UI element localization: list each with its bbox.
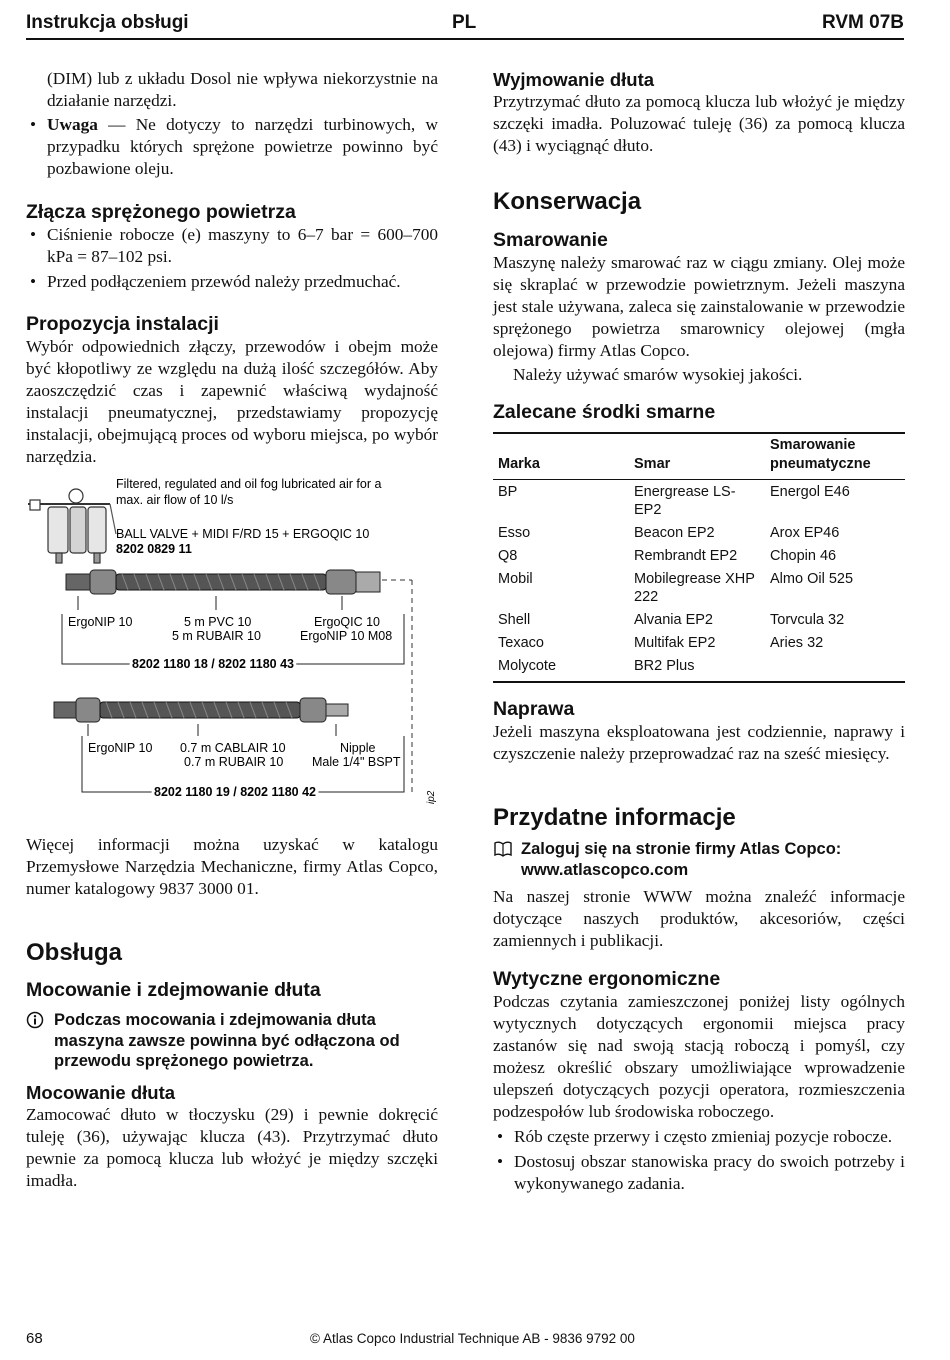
naprawa-heading: Naprawa: [493, 698, 575, 720]
table-cell: [765, 654, 905, 682]
konserwacja-heading: Konserwacja: [493, 188, 642, 215]
table-cell: Chopin 46: [770, 548, 837, 564]
wytyczne-heading: Wytyczne ergonomiczne: [493, 968, 721, 990]
table-cell: Beacon EP2: [634, 525, 715, 541]
przydatne-heading: Przydatne informacje: [493, 804, 736, 831]
wyjmowanie-text: Przytrzymać dłuto za pomocą klucza lub włożyć je między szczęki imadła. Poluzować tuleję (36) za pomocą klucza (43) i wyciągnąć dłuto.: [493, 92, 905, 155]
table-cell: Molycote: [498, 658, 557, 674]
hose1-mid-label2: 5 m RUBAIR 10: [172, 629, 261, 643]
hose2-mid-label1: 0.7 m CABLAIR 10: [180, 741, 286, 755]
mocowanie-note-text: Podczas mocowania i zdejmowania dłuta maszyna zawsze powinna być odłączona od przewodu sprężonego powietrza.: [54, 1011, 400, 1070]
hose2-right-label2: Male 1/4" BSPT: [312, 755, 401, 769]
przydatne-note: [493, 839, 905, 880]
ball-valve-partno: 8202 0829 11: [116, 542, 192, 556]
mocowanie-dluta-text: Zamocować dłuto w tłoczysku (29) i pewnie dokręcić tuleję (36), używając klucza (43). Przytrzymać dłuto pewnie za pomocą klucza lub włożyć je między szczęki imadła.: [26, 1104, 438, 1190]
obsluga-heading: Obsługa: [26, 939, 123, 966]
wytyczne-text: Podczas czytania zamieszczonej poniżej listy ogólnych wytycznych dotyczących ergonomii miejsca pracy zastanów się nad swoją stacją roboczą i pomyśl, czy możesz określić obszary umożliwiające wprowadzenie ulepszeń dotyczących pozycji operatora, rozmieszczenia podzespołów lub środowiska roboczego.: [493, 992, 905, 1121]
header-title: Instrukcja obsługi: [26, 12, 189, 33]
hose2-right-label1: Nipple: [340, 741, 376, 755]
table-cell: Torvcula 32: [770, 612, 845, 628]
hose1-left-label: ErgoNIP 10: [68, 615, 133, 629]
column-header: Marka: [498, 456, 540, 472]
mocowanie-heading: Mocowanie i zdejmowanie dłuta: [26, 979, 321, 1001]
mocowanie-note: [26, 1010, 438, 1072]
table-row: [493, 544, 905, 567]
page-header: [26, 12, 904, 40]
installation-diagram: [26, 474, 438, 814]
zlacza-heading: Złącza sprężonego powietrza: [26, 201, 296, 223]
table-row: [493, 521, 905, 544]
right-column: [493, 68, 905, 1195]
intro-continuation: (DIM) lub z układu Dosol nie wpływa niekorzystnie na działanie narzędzi.: [47, 69, 438, 110]
wytyczne-list: [493, 1126, 905, 1195]
table-cell: Arox EP46: [770, 525, 840, 541]
uwaga-list: [26, 114, 438, 180]
table-row: [493, 608, 905, 631]
table-cell: Shell: [498, 612, 531, 628]
more-info-text: Więcej informacji można uzyskać w katalogu Przemysłowe Narzędzia Mechaniczne, firmy Atlas Copco, numer katalogowy 9837 3000 01.: [26, 835, 438, 898]
hose1-mid-label1: 5 m PVC 10: [184, 615, 252, 629]
table-cell: Multifak EP2: [634, 635, 716, 651]
table-cell: Alvania EP2: [634, 612, 713, 628]
list-item: • Rób częste przerwy i często zmieniaj pozycje robocze.: [493, 1126, 905, 1148]
table-cell: Q8: [498, 548, 518, 564]
smarowanie-text: Maszynę należy smarować raz w ciągu zmiany. Olej może się skraplać w przewodzie powietrznym. Jeżeli maszyna jest stale używana, zaleca się zainstalowanie w przewodzie sprężonego powietrza smarownicy olejowej (mgła olejowa) firmy Atlas Copco.: [493, 253, 905, 360]
propozycja-heading: Propozycja instalacji: [26, 313, 219, 335]
zalecane-heading: Zalecane środki smarne: [493, 401, 716, 423]
table-cell: Mobil: [498, 571, 533, 587]
przydatne-text: Na naszej stronie WWW można znaleźć informacje dotyczące naszych produktów, akcesoriów, części zamiennych i publikacji.: [493, 887, 905, 950]
uwaga-item: [26, 114, 438, 180]
table-cell: Mobilegrease XHP 222: [634, 571, 755, 605]
przydatne-note-line1: Zaloguj się na stronie firmy Atlas Copco:: [521, 840, 842, 858]
table-cell: Texaco: [498, 635, 544, 651]
hose2-left-label: ErgoNIP 10: [88, 741, 153, 755]
table-cell: Almo Oil 525: [770, 571, 854, 587]
propozycja-text: Wybór odpowiednich złączy, przewodów i obejm może być kłopotliwy ze względu na dużą ilość szczegółów. Aby zaoszczędzić czas i zapewnić właściwą wydajność instalacji pneumatycznej, przedstawiamy propozycję instalacji, obejmującą proces od wyboru miejsca, po wybór narzędzia.: [26, 337, 438, 466]
table-row: [493, 654, 905, 682]
table-row: [493, 631, 905, 654]
uwaga-text: — Ne dotyczy to narzędzi turbinowych, w przypadku których sprężone powietrze powinno być pozbawione oleju.: [47, 115, 438, 178]
figure-id: ip2: [426, 790, 437, 804]
copyright: © Atlas Copco Industrial Technique AB - 9836 9792 00: [310, 1331, 635, 1346]
hose1-right-label1: ErgoQIC 10: [314, 615, 381, 629]
hose1-partno: 8202 1180 18 / 8202 1180 43: [132, 657, 294, 671]
naprawa-text: Jeżeli maszyna eksploatowana jest codziennie, naprawy i czyszczenie należy przeprowadzać raz na sześć miesięcy.: [493, 722, 905, 763]
table-cell: BP: [498, 484, 518, 500]
caption-line1: Filtered, regulated and oil fog lubricated air for a: [116, 477, 382, 491]
info-icon: [26, 1011, 44, 1029]
table-cell: Esso: [498, 525, 531, 541]
hose1-right-label2: ErgoNIP 10 M08: [300, 629, 393, 643]
table-row: [493, 567, 905, 608]
zlacza-list: [26, 224, 438, 293]
mocowanie-dluta-heading: Mocowanie dłuta: [26, 1081, 176, 1103]
column-header: Smarowanie pneumatyczne: [770, 437, 871, 472]
page-number: 68: [26, 1330, 43, 1347]
smarowanie-heading: Smarowanie: [493, 229, 608, 251]
header-model: RVM 07B: [821, 12, 904, 33]
left-column: [26, 68, 438, 1192]
hose2-partno: 8202 1180 19 / 8202 1180 42: [154, 785, 316, 799]
table-header-row: [493, 433, 905, 480]
table-cell: Energrease LS-EP2: [634, 484, 736, 518]
list-item: • Dostosuj obszar stanowiska pracy do swoich potrzeby i wykonywanego zadania.: [493, 1151, 905, 1195]
lubricants-table: [493, 432, 905, 683]
column-header: Smar: [634, 456, 671, 472]
smarowanie-text2: Należy używać smarów wysokiej jakości.: [513, 365, 803, 384]
table-cell: Aries 32: [770, 635, 824, 651]
book-icon: [493, 840, 513, 858]
header-language: PL: [452, 12, 477, 33]
caption-line2: max. air flow of 10 l/s: [116, 493, 234, 507]
list-item: • Ciśnienie robocze (e) maszyny to 6–7 bar = 600–700 kPa = 87–102 psi.: [26, 224, 438, 268]
frl-unit-illustration: [28, 489, 116, 563]
list-item: • Przed podłączeniem przewód należy przedmuchać.: [26, 271, 438, 293]
hose-2-illustration: [54, 698, 348, 722]
ball-valve-label: BALL VALVE + MIDI F/RD 15 + ERGOQIC 10: [116, 527, 370, 541]
table-cell: Rembrandt EP2: [634, 548, 738, 564]
table-row: [493, 480, 905, 522]
table-cell: BR2 Plus: [634, 658, 695, 674]
website-link[interactable]: www.atlascopco.com: [521, 860, 689, 879]
hose2-mid-label2: 0.7 m RUBAIR 10: [184, 755, 284, 769]
table-cell: Energol E46: [770, 484, 850, 500]
uwaga-label: Uwaga: [47, 115, 98, 134]
wyjmowanie-heading: Wyjmowanie dłuta: [493, 69, 655, 90]
